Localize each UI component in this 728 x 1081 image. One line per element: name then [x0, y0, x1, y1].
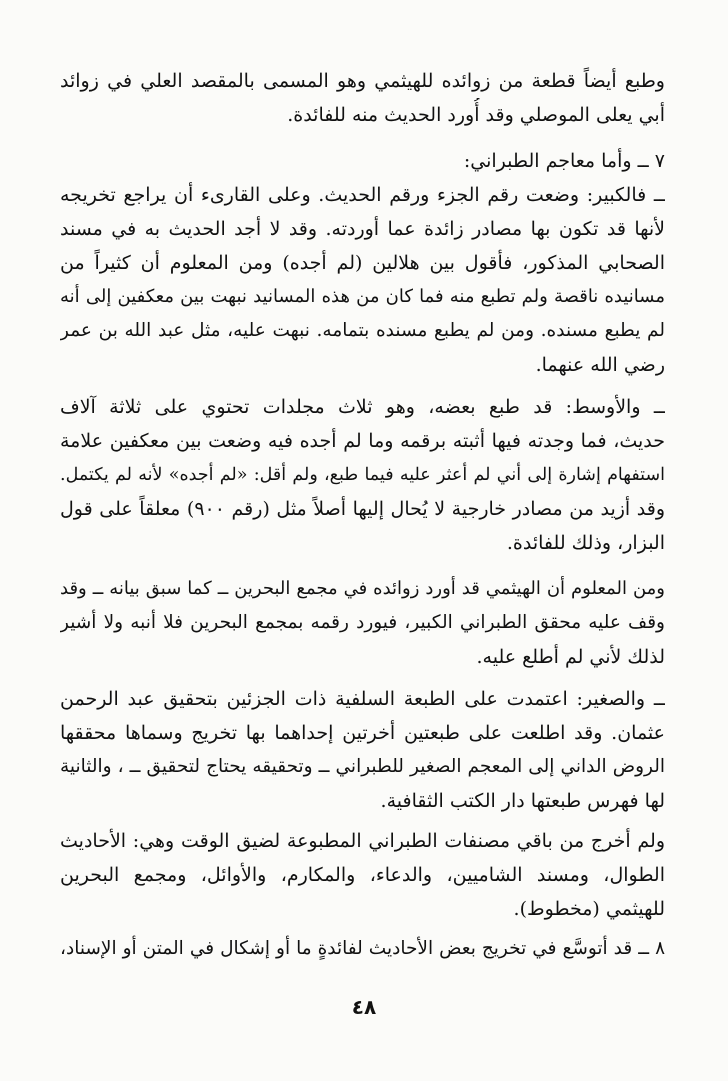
paragraph-mu-jam-kabir	[60, 144, 665, 382]
text-line: لأنها قد تكون بها مصادر زائدة عما أوردته. وقد لا أجد الحديث به في مسند	[60, 218, 665, 240]
text-line: البزار، وذلك للفائدة.	[506, 532, 665, 554]
text-line: الطوال، ومسند الشاميين، والدعاء، والمكارم، والأوائل، ومجمع البحرين	[60, 864, 665, 886]
text-line: لذلك لأني لم أطلع عليه.	[476, 646, 665, 668]
text-line: للهيثمي (مخطوط).	[513, 898, 665, 920]
text-line: وقف عليه محقق الطبراني الكبير، فيورد رقمه بمجمع البحرين فلا أنبه ولا أشير	[60, 612, 665, 633]
text-line: ولم أخرج من باقي مصنفات الطبراني المطبوعة لضيق الوقت وهي: الأحاديث	[60, 830, 665, 852]
text-line: ــ فالكبير: وضعت رقم الجزء ورقم الحديث. وعلى القارىء أن يراجع تخريجه	[60, 184, 665, 206]
text-line: وطبع أيضاً قطعة من زوائده للهيثمي وهو المسمى بالمقصد العلي في زوائد	[60, 70, 665, 92]
text-line: ٨ ــ قد أتوسَّع في تخريج بعض الأحاديث لفائدةٍ ما أو إشكال في المتن أو الإسناد،	[60, 938, 665, 959]
text-line: ــ والصغير: اعتمدت على الطبعة السلفية ذات الجزئين بتحقيق عبد الرحمن	[60, 688, 665, 710]
paragraph-musnad-abi-yala	[60, 64, 665, 132]
text-line: عثمان. وقد اطلعت على طبعتين أخرتين إحداهما بها تخريج وسماها محققها	[60, 722, 665, 744]
text-line: ومن المعلوم أن الهيثمي قد أورد زوائده في مجمع البحرين ــ كما سبق بيانه ــ وقد	[60, 578, 665, 599]
text-line: حديث، فما وجدته فيها أثبته برقمه وما لم أجده فيه وضعت بين معكفين علامة	[60, 430, 665, 452]
text-line: استفهام إشارة إلى أني لم أعثر عليه فيما طبع، ولم أقل: «لم أجده» لأنه لم يكتمل.	[60, 465, 665, 485]
text-line: رضي الله عنهما.	[535, 354, 665, 376]
paragraph-majma-bahrayn	[60, 572, 665, 674]
section-heading: ٧ ــ وأما معاجم الطبراني:	[463, 150, 665, 172]
text-line: لها فهرس طبعتها دار الكتب الثقافية.	[380, 790, 665, 812]
text-line: مسانيده ناقصة ولم تطبع منه فما كان من هذه المسانيد نبهت بين معكفين إلى أنه	[60, 286, 665, 307]
paragraph-other-works	[60, 824, 665, 926]
paragraph-item-8	[60, 932, 665, 966]
paragraph-mu-jam-saghir	[60, 682, 665, 818]
paragraph-mu-jam-awsat	[60, 390, 665, 560]
page-number: ٤٨	[351, 995, 377, 1019]
text-line: وقد أزيد من مصادر خارجية لا يُحال إليها أصلاً مثل (رقم ٩٠٠) معلقاً على قول	[60, 498, 665, 520]
text-line: لم يطبع مسنده. ومن لم يطبع مسنده بتمامه. نبهت عليه، مثل عبد الله بن عمر	[60, 320, 665, 341]
text-line: ــ والأوسط: قد طبع بعضه، وهو ثلاث مجلدات تحتوي على ثلاثة آلاف	[60, 396, 665, 418]
text-line: الصحابي المذكور، فأقول بين هلالين (لم أجده) ومن المعلوم أن كثيراً من	[60, 252, 665, 274]
text-line: الروض الداني إلى المعجم الصغير للطبراني ــ وتحقيقه يحتاج لتحقيق ــ ، والثانية	[60, 756, 665, 777]
text-line: أبي يعلى الموصلي وقد أُورد الحديث منه للفائدة.	[287, 104, 665, 126]
